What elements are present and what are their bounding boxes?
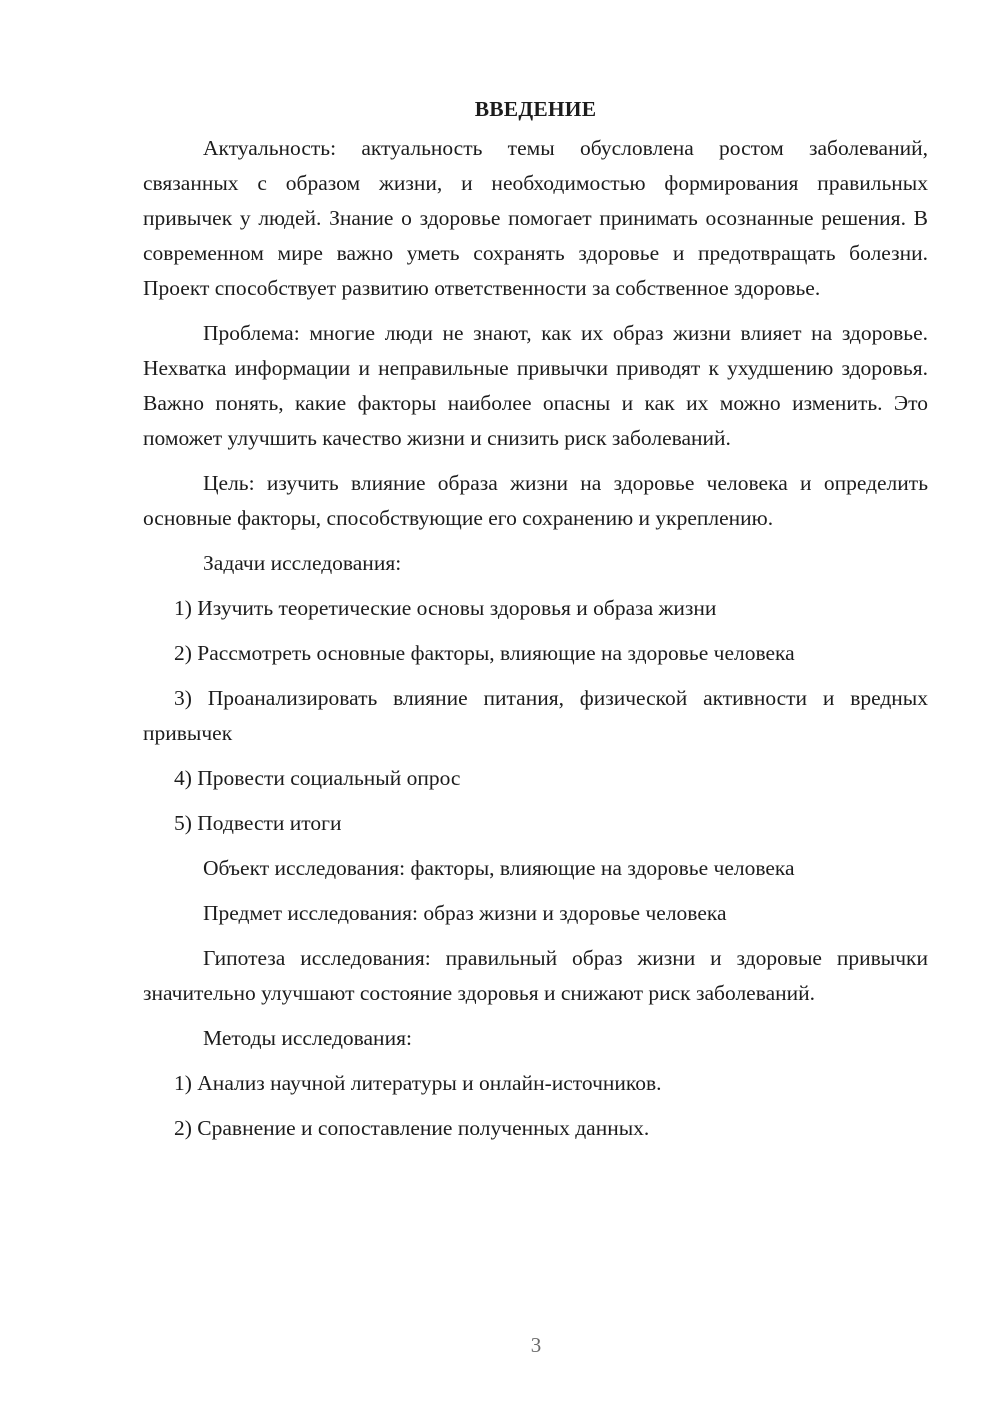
task-item: 5) Подвести итоги [174,811,342,835]
task-item: 2) Рассмотреть основные факторы, влияющие на здоровье человека [174,641,795,665]
methods-list [143,1066,928,1146]
document-page [143,92,928,1156]
problem-paragraph: Проблема: многие люди не знают, как их образ жизни влияет на здоровье. Нехватка информации и неправильные привычки приводят к ухудшению здоровья. Важно понять, какие факторы наиболее опасны и как их можно изменить. Это поможет улучшить качество жизни и снизить риск заболеваний. [143,321,928,450]
methods-heading: Методы исследования: [203,1026,412,1050]
tasks-heading: Задачи исследования: [203,551,402,575]
tasks-list [143,591,928,841]
task-item: 1) Изучить теоретические основы здоровья и образа жизни [174,596,717,620]
task-item: 3) Проанализировать влияние питания, физической активности и вредных привычек [143,686,928,745]
research-subject: Предмет исследования: образ жизни и здоровье человека [203,901,727,925]
goal-paragraph: Цель: изучить влияние образа жизни на здоровье человека и определить основные факторы, способствующие его сохранению и укреплению. [143,471,928,530]
task-item: 4) Провести социальный опрос [174,766,461,790]
hypothesis-paragraph: Гипотеза исследования: правильный образ жизни и здоровые привычки значительно улучшают состояние здоровья и снижают риск заболеваний. [143,946,928,1005]
relevance-paragraph: Актуальность: актуальность темы обусловлена ростом заболеваний, связанных с образом жизни, и необходимостью формирования правильных привычек у людей. Знание о здоровье помогает принимать осознанные решения. В современном мире важно уметь сохранять здоровье и предотвращать болезни. Проект способствует развитию ответственности за собственное здоровье. [143,136,928,300]
method-item: 2) Сравнение и сопоставление полученных данных. [174,1116,650,1140]
page-number: 3 [530,1333,542,1357]
research-object: Объект исследования: факторы, влияющие на здоровье человека [203,856,795,880]
method-item: 1) Анализ научной литературы и онлайн-источников. [174,1071,662,1095]
page-title: ВВЕДЕНИЕ [474,97,597,121]
